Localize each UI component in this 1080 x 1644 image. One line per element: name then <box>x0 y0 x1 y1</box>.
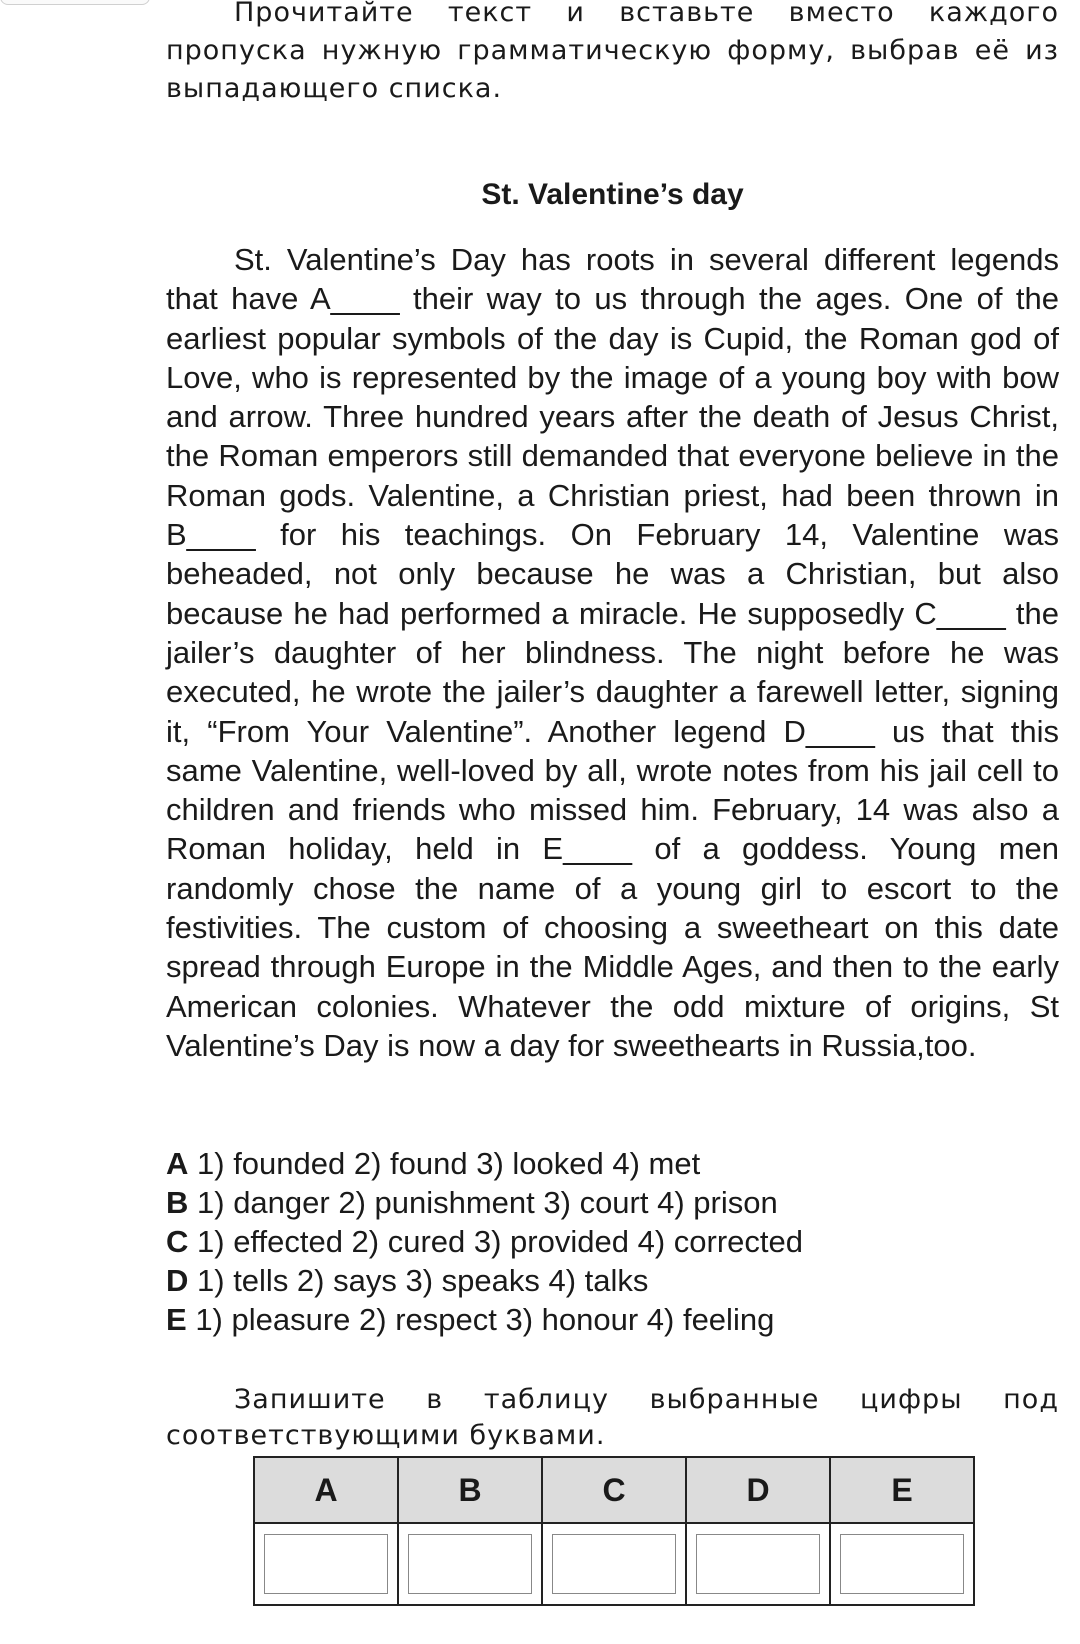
option-letter: A <box>166 1146 189 1181</box>
answer-cell-a <box>254 1523 398 1605</box>
answer-table-header-row <box>254 1457 974 1523</box>
answer-cell-c <box>542 1523 686 1605</box>
answer-table-input-row <box>254 1523 974 1605</box>
option-choices: 1) danger 2) punishment 3) court 4) prison <box>197 1185 778 1220</box>
answer-cell-e <box>830 1523 974 1605</box>
answer-input-c[interactable] <box>552 1534 676 1594</box>
option-line-b <box>166 1183 1059 1222</box>
answer-options-list <box>166 1144 1059 1339</box>
option-letter: C <box>166 1224 189 1259</box>
top-corner-frame <box>0 0 150 5</box>
text-title: St. Valentine’s day <box>481 178 744 211</box>
answer-table <box>253 1456 975 1606</box>
header-cell-e: E <box>830 1457 974 1523</box>
answer-cell-d <box>686 1523 830 1605</box>
option-letter: D <box>166 1263 189 1298</box>
document-page <box>166 0 1059 1508</box>
answer-input-d[interactable] <box>696 1534 820 1594</box>
option-line-d <box>166 1261 1059 1300</box>
option-choices: 1) tells 2) says 3) speaks 4) talks <box>197 1263 649 1298</box>
answer-input-b[interactable] <box>408 1534 532 1594</box>
option-choices: 1) pleasure 2) respect 3) honour 4) feeling <box>195 1302 775 1337</box>
option-letter: B <box>166 1185 189 1220</box>
task-instruction: Прочитайте текст и вставьте вместо каждого пропуска нужную грамматическую форму, выбрав её из выпадающего списка. <box>166 0 1059 104</box>
option-letter: E <box>166 1302 187 1337</box>
header-cell-a: A <box>254 1457 398 1523</box>
header-cell-d: D <box>686 1457 830 1523</box>
answer-input-e[interactable] <box>840 1534 964 1594</box>
header-cell-c: C <box>542 1457 686 1523</box>
answer-input-a[interactable] <box>264 1534 388 1594</box>
option-line-e <box>166 1300 1059 1339</box>
option-line-c <box>166 1222 1059 1261</box>
header-cell-b: B <box>398 1457 542 1523</box>
option-choices: 1) founded 2) found 3) looked 4) met <box>197 1146 701 1181</box>
record-instruction: Запишите в таблицу выбранные цифры под соответствующими буквами. <box>166 1384 1059 1451</box>
option-line-a <box>166 1144 1059 1183</box>
answer-cell-b <box>398 1523 542 1605</box>
option-choices: 1) effected 2) cured 3) provided 4) corrected <box>197 1224 803 1259</box>
reading-text: St. Valentine’s Day has roots in several different legends that have A____ their way to us through the ages. One of the earliest popular symbols of the day is Cupid, the Roman god of Love, who is represented by the image of a young boy with bow and arrow. Three hundred years after the death of Jesus Christ, the Roman emperors still demanded that everyone believe in the Roman gods. Valentine, a Christian priest, had been thrown in B____ for his teachings. On February 14, Valentine was beheaded, not only because he was a Christian, but also because he had performed a miracle. He supposedly C____ the jailer’s daughter of her blindness. The night before he was executed, he wrote the jailer’s daughter a farewell letter, signing it, “From Your Valentine”. Another legend D____ us that this same Valentine, well-loved by all, wrote notes from his jail cell to children and friends who missed him. February, 14 was also a Roman holiday, held in E____ of a goddess. Young men randomly chose the name of a young girl to escort to the festivities. The custom of choosing a sweetheart on this date spread through Europe in the Middle Ages, and then to the early American colonies. Whatever the odd mixture of origins, St Valentine’s Day is now a day for sweethearts in Russia,too. <box>166 242 1059 1063</box>
